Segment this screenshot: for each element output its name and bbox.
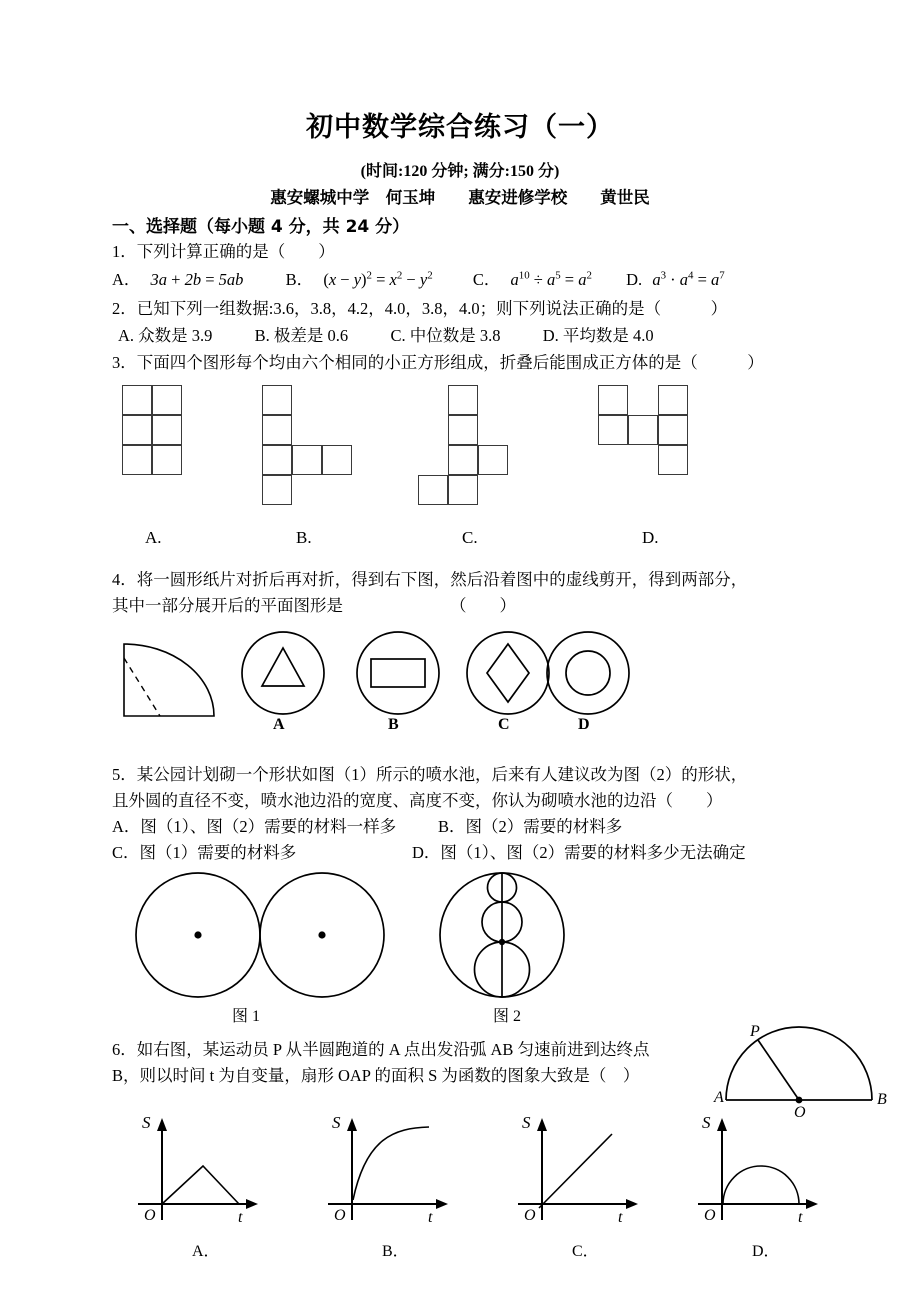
question-6-stem-line1: 6．如右图，某运动员 P 从半圆跑道的 A 点出发沿弧 AB 匀速前进到达终点: [112, 1040, 650, 1059]
section-heading-multiple-choice: 一、选择题（每小题 4 分，共 24 分）: [112, 217, 410, 237]
svg-text:t: t: [798, 1209, 803, 1226]
svg-text:t: t: [618, 1209, 623, 1226]
question-2-options: [118, 322, 654, 346]
svg-text:O: O: [704, 1207, 716, 1224]
q6-graph-d-label: D．: [752, 1243, 780, 1260]
fountain-figure-1-caption: 图 1: [232, 1008, 261, 1025]
q2-option-c: C. 中位数是 3.8: [390, 326, 501, 345]
q4-option-b-figure: [353, 628, 443, 718]
cube-net-d: [598, 385, 692, 479]
q2-option-a: A. 众数是 3.9: [118, 326, 213, 345]
q6-graph-b: [316, 1112, 456, 1227]
authors-line: 惠安螺城中学 何玉坤 惠安进修学校 黄世民: [270, 188, 650, 207]
svg-text:O: O: [334, 1207, 346, 1224]
q2-option-b: B. 极差是 0.6: [254, 326, 349, 345]
q1-option-b-expr: $(x - y)^2 = x^2 - y^2$: [323, 269, 433, 289]
svg-text:P: P: [750, 1023, 760, 1040]
q6-graph-c-label: C．: [572, 1243, 599, 1260]
fountain-figure-2-caption: 图 2: [493, 1008, 522, 1025]
q4-option-a-figure: [238, 628, 328, 718]
cube-net-c-label: C.: [462, 528, 478, 547]
page-title: 初中数学综合练习（一）: [306, 112, 614, 143]
q1-option-a-label: A．: [112, 270, 141, 289]
fountain-figure-1: [122, 870, 422, 1000]
q4-option-b-label: B: [388, 716, 399, 733]
question-5-option-b: B．图（2）需要的材料多: [438, 817, 623, 836]
q6-graph-d: [686, 1112, 826, 1227]
q4-option-c-figure: [463, 628, 553, 718]
q6-graph-a: [126, 1112, 266, 1227]
question-3-stem: 3．下面四个图形每个均由六个相同的小正方形组成，折叠后能围成正方体的是（ ）: [112, 353, 764, 372]
q1-option-d-expr: $a^3 \cdot a^4 = a^7$: [652, 269, 725, 289]
cube-net-a-label: A.: [145, 528, 162, 547]
cube-net-a: [122, 385, 186, 479]
cube-net-b: [262, 385, 356, 509]
svg-text:S: S: [332, 1113, 341, 1132]
svg-text:t: t: [238, 1209, 243, 1226]
q4-option-c-label: C: [498, 716, 510, 733]
svg-text:S: S: [522, 1113, 531, 1132]
q1-option-a-expr: 3a + 2b = 5ab: [150, 270, 244, 289]
semicircle-track-figure: [714, 1024, 894, 1120]
q4-option-d-label: D: [578, 716, 590, 733]
svg-text:O: O: [524, 1207, 536, 1224]
q6-graph-a-label: A．: [192, 1243, 220, 1260]
question-5-stem-line2: 且外圆的直径不变，喷水池边沿的宽度、高度不变，你认为砌喷水池的边沿（ ）: [112, 791, 723, 810]
question-5-stem-line1: 5．某公园计划砌一个形状如图（1）所示的喷水池，后来有人建议改为图（2）的形状，: [112, 765, 748, 784]
q6-graph-c: [506, 1112, 646, 1227]
svg-text:S: S: [142, 1113, 151, 1132]
question-2-stem: 2．已知下列一组数据:3.6，3.8，4.2，4.0，3.8，4.0；则下列说法正确的是（ ）: [112, 299, 728, 318]
svg-text:O: O: [144, 1207, 156, 1224]
svg-text:O: O: [794, 1104, 806, 1121]
q6-graph-b-label: B．: [382, 1243, 409, 1260]
cube-net-c: [418, 385, 512, 509]
q4-option-a-label: A: [273, 716, 285, 733]
exam-time-score-info: (时间:120 分钟; 满分:150 分): [360, 163, 560, 180]
q1-option-c-label: C．: [472, 270, 501, 289]
question-5-option-c: C．图（1）需要的材料多: [112, 843, 297, 862]
svg-text:S: S: [702, 1113, 711, 1132]
cube-net-b-label: B.: [296, 528, 312, 547]
question-6-stem-line2: B，则以时间 t 为自变量，扇形 OAP 的面积 S 为函数的图象大致是（ ）: [112, 1066, 640, 1085]
quarter-circle-figure: [118, 638, 228, 723]
svg-text:A: A: [714, 1089, 724, 1106]
question-4-answer-bracket: （ ）: [450, 596, 516, 615]
question-1-stem: 1．下列计算正确的是（ ）: [112, 242, 335, 261]
cube-net-d-label: D.: [642, 528, 659, 547]
question-5-option-d: D．图（1）、图（2）需要的材料多少无法确定: [412, 843, 746, 862]
question-5-option-a: A．图（1）、图（2）需要的材料一样多: [112, 817, 397, 836]
svg-text:B: B: [877, 1091, 887, 1108]
fountain-figure-2: [440, 870, 600, 1000]
q1-option-c-expr: $a^{10} \div a^5 = a^2$: [510, 269, 592, 289]
q1-option-d-label: D.: [626, 270, 643, 289]
q1-option-b-label: B．: [285, 270, 314, 289]
question-1-options: [112, 266, 725, 290]
question-4-stem-line1: 4．将一圆形纸片对折后再对折，得到右下图，然后沿着图中的虚线剪开，得到两部分，: [112, 570, 748, 589]
q4-option-d-figure: [543, 628, 633, 718]
q2-option-d: D. 平均数是 4.0: [542, 326, 654, 345]
question-4-stem-line2: 其中一部分展开后的平面图形是: [112, 596, 343, 615]
svg-text:t: t: [428, 1209, 433, 1226]
